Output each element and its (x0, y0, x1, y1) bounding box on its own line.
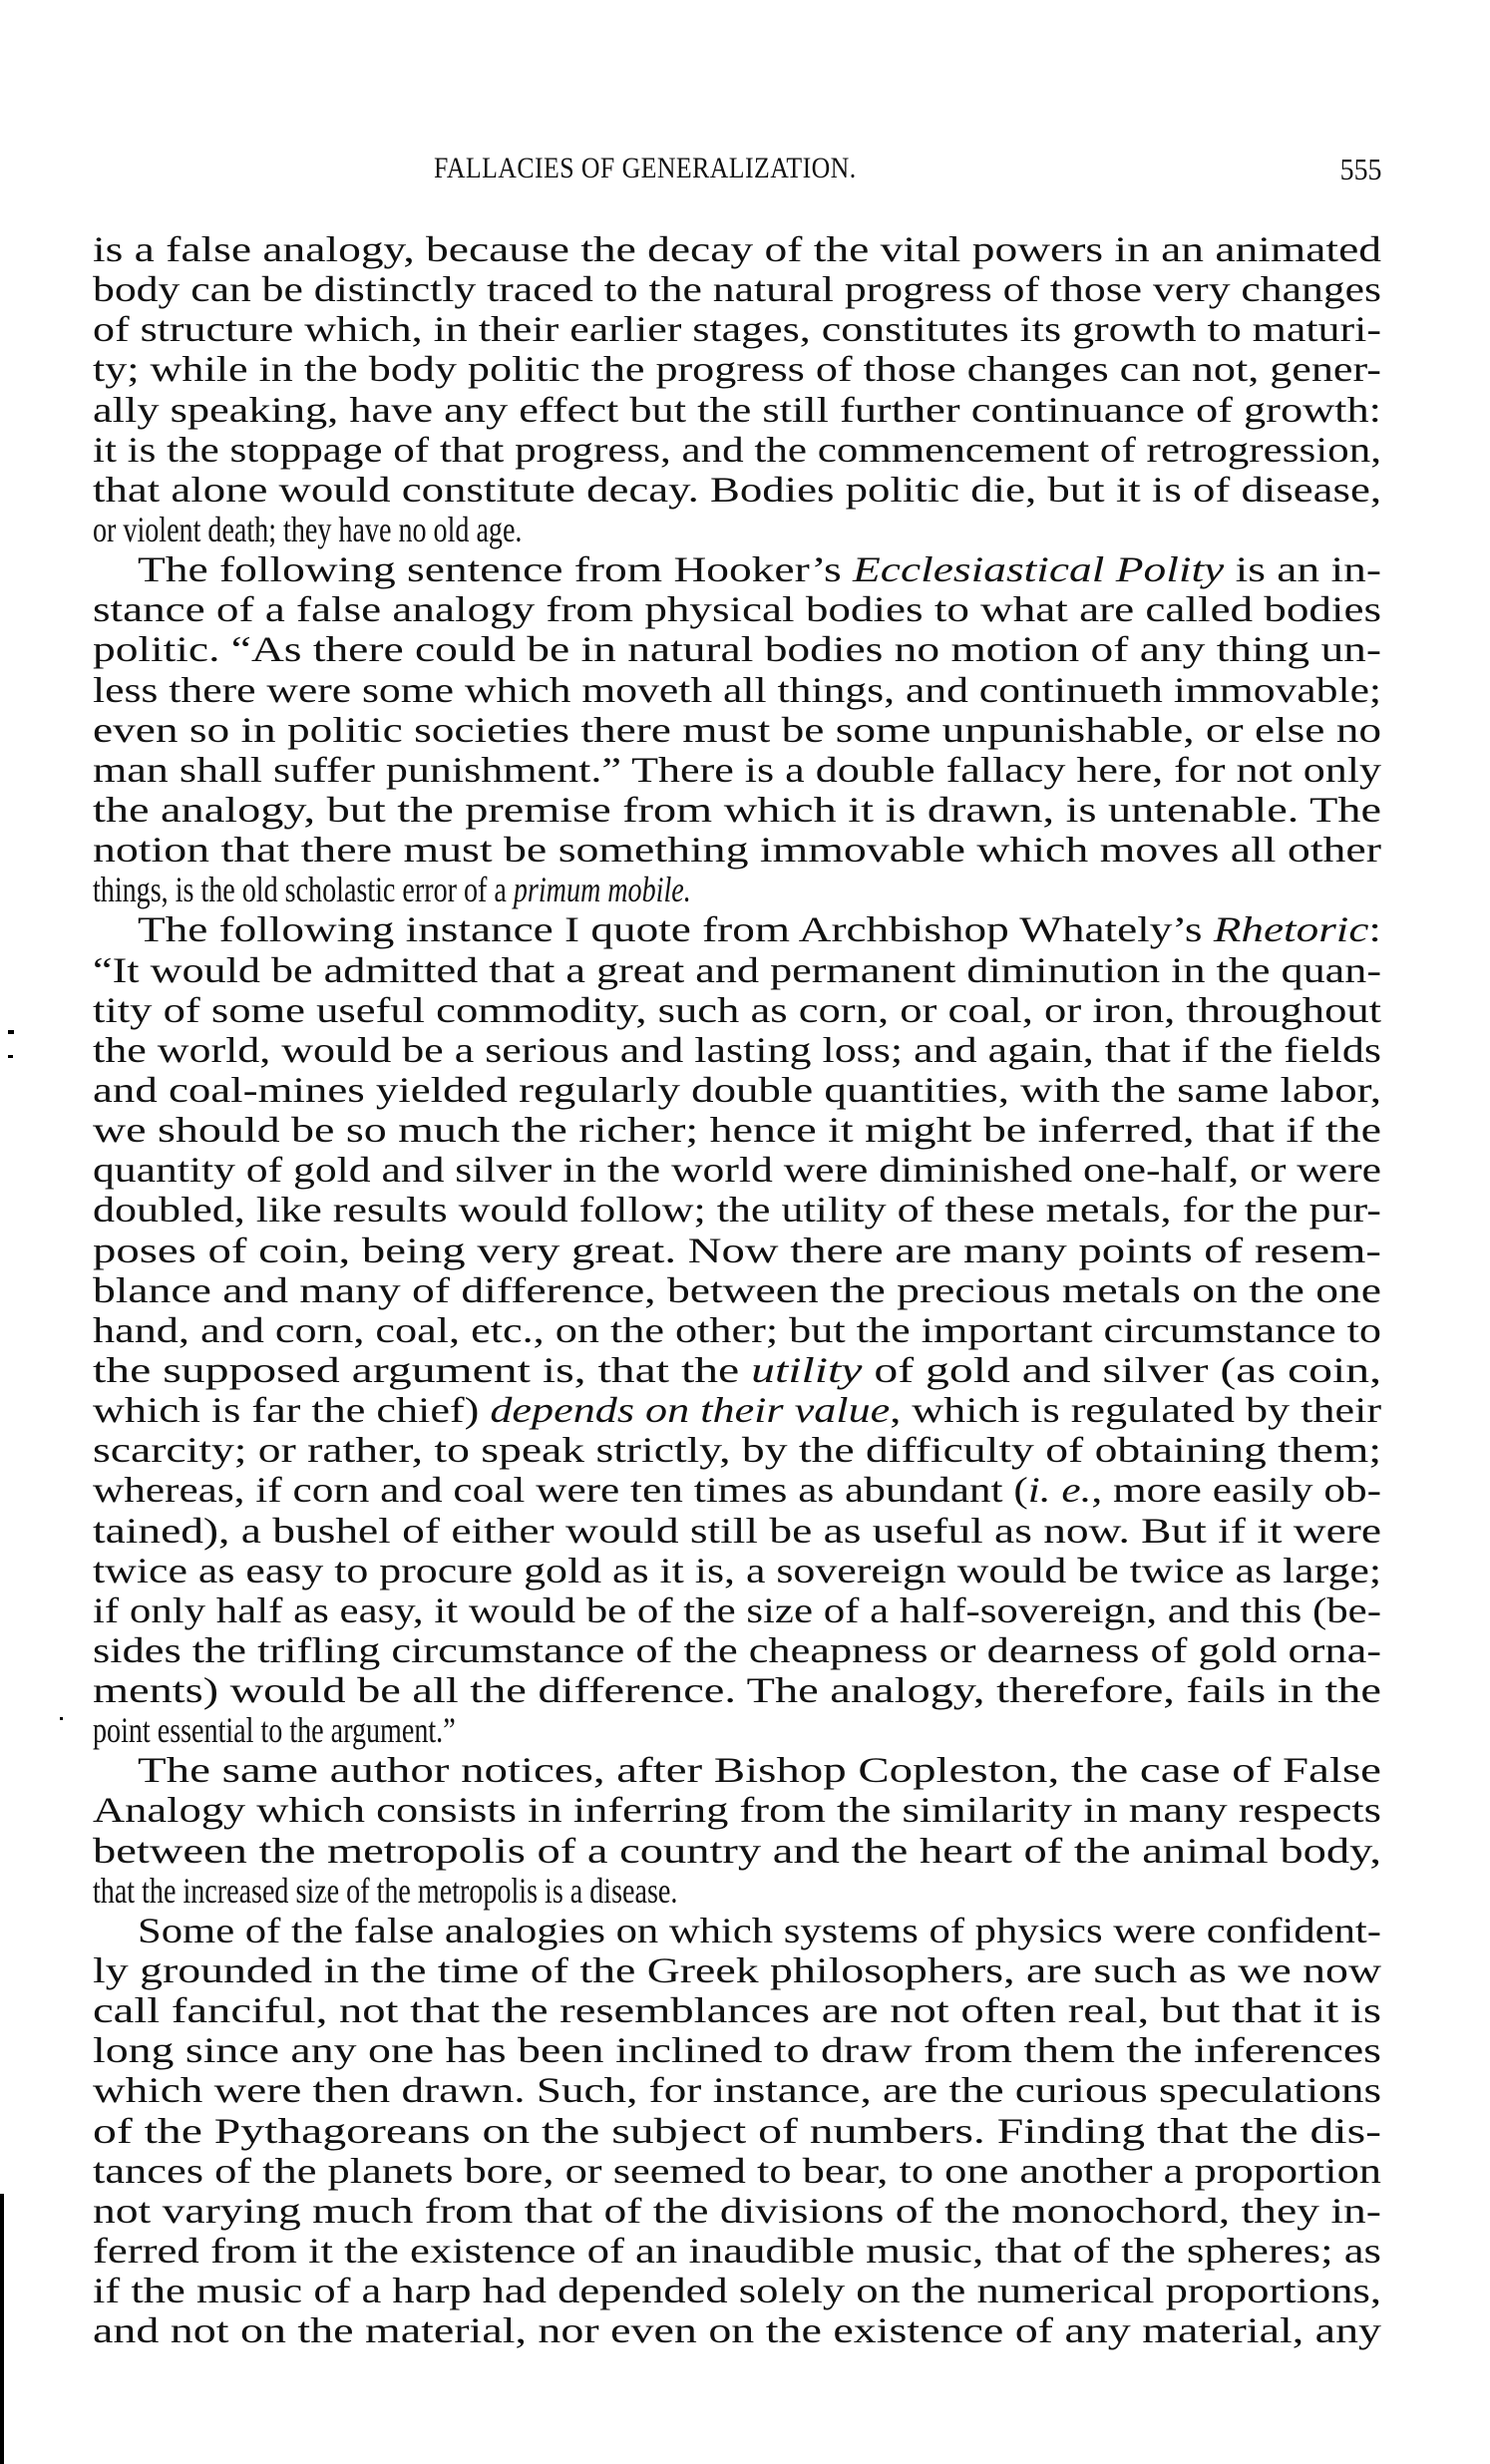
line-text: which is far the chief) depends on their value, which is regulated by their (93, 1390, 1382, 1431)
text-line (93, 589, 1381, 629)
line-text: The same author notices, after Bishop Copleston, the case of False (138, 1750, 1381, 1791)
line-text: The following sentence from Hooker’s Ecclesiastical Polity is an in- (138, 549, 1381, 590)
scan-mark (8, 1055, 13, 1058)
line-text: quantity of gold and silver in the world were diminished one-half, or were (93, 1150, 1382, 1191)
body-text (93, 229, 1381, 2350)
line-text: of structure which, in their earlier stages, constitutes its growth to maturi- (93, 309, 1381, 350)
text-line (93, 1110, 1381, 1150)
scan-mark (8, 1030, 14, 1034)
text-line (93, 950, 1381, 990)
line-text: body can be distinctly traced to the natural progress of those very changes (93, 269, 1382, 310)
line-text: we should be so much the richer; hence it might be inferred, that if the (93, 1110, 1381, 1151)
scan-edge-line (0, 2194, 4, 2464)
line-text: between the metropolis of a country and the heart of the animal body, (93, 1830, 1382, 1871)
line-text: tained), a bushel of either would still be as useful as now. But if it were (93, 1510, 1382, 1551)
line-text: is a false analogy, because the decay of the vital powers in an animated (93, 229, 1381, 269)
text-line (93, 1190, 1381, 1230)
text-line (93, 1990, 1381, 2030)
text-line (93, 1590, 1381, 1630)
line-text: call fanciful, not that the resemblances are not often real, but that it is (93, 1990, 1382, 2031)
text-line (93, 2151, 1381, 2191)
text-line (93, 990, 1381, 1030)
line-text: The following instance I quote from Archbishop Whately’s Rhetoric: (138, 909, 1381, 950)
text-line (93, 1871, 1381, 1911)
text-line (93, 670, 1381, 710)
text-line (93, 1511, 1381, 1551)
line-text: scarcity; or rather, to speak strictly, by the difficulty of obtaining them; (93, 1430, 1382, 1471)
line-text: tity of some useful commodity, such as corn, or coal, or iron, throughout (93, 989, 1382, 1030)
line-text: hand, and corn, coal, etc., on the other; but the important circumstance to (93, 1309, 1382, 1350)
text-line (93, 1070, 1381, 1110)
text-line (93, 2111, 1381, 2151)
line-text: point essential to the argument.” (93, 1710, 456, 1751)
line-text: less there were some which moveth all things, and continueth immovable; (93, 669, 1382, 710)
text-line (93, 830, 1381, 870)
line-text: politic. “As there could be in natural bodies no motion of any thing un- (93, 629, 1382, 670)
line-text: if the music of a harp had depended solely on the numerical proportions, (93, 2271, 1381, 2311)
line-text: the world, would be a serious and lasting loss; and again, that if the fields (93, 1029, 1381, 1070)
line-text: doubled, like results would follow; the utility of these metals, for the pur- (93, 1190, 1381, 1231)
text-line (93, 390, 1381, 430)
line-text: long since any one has been inclined to draw from them the inferences (93, 2030, 1382, 2071)
text-line (93, 1310, 1381, 1350)
line-text: things, is the old scholastic error of a primum mobile. (93, 870, 691, 910)
line-text: not varying much from that of the divisions of the monochord, they in- (93, 2190, 1381, 2231)
line-text: if only half as easy, it would be of the size of a half-sovereign, and this (be- (93, 1589, 1381, 1630)
text-line (93, 1270, 1381, 1310)
line-text: the supposed argument is, that the utility of gold and silver (as coin, (93, 1349, 1382, 1390)
line-text: it is the stoppage of that progress, and the commencement of retrogression, (93, 429, 1381, 470)
text-line (93, 629, 1381, 669)
line-text: notion that there must be something immovable which moves all other (93, 830, 1382, 871)
text-line (93, 1630, 1381, 1670)
line-text: which were then drawn. Such, for instance, are the curious speculations (93, 2070, 1382, 2111)
text-line (93, 1831, 1381, 1871)
running-title: FALLACIES OF GENERALIZATION. (434, 152, 857, 184)
page-number: 555 (1339, 152, 1381, 186)
line-text: ments) would be all the difference. The analogy, therefore, fails in the (93, 1670, 1382, 1711)
line-text: man shall suffer punishment.” There is a double fallacy here, for not only (93, 749, 1382, 790)
line-text: even so in politic societies there must be some unpunishable, or else no (93, 709, 1381, 750)
text-line (93, 1390, 1381, 1430)
line-text: poses of coin, being very great. Now there are many points of resem- (93, 1230, 1382, 1270)
text-line (93, 349, 1381, 389)
text-line (93, 1430, 1381, 1470)
text-line (93, 750, 1381, 790)
text-line (93, 1790, 1381, 1830)
text-line (93, 309, 1381, 349)
line-text: stance of a false analogy from physical bodies to what are called bodies (93, 589, 1382, 630)
line-text: ty; while in the body politic the progress of those changes can not, gener- (93, 349, 1381, 390)
line-text: Some of the false analogies on which systems of physics were confident- (138, 1910, 1381, 1950)
paragraph-first-line (93, 1750, 1381, 1790)
text-line (93, 870, 1381, 909)
running-head (93, 152, 1381, 191)
line-text: ally speaking, have any effect but the still further continuance of growth: (93, 389, 1381, 430)
text-line (93, 470, 1381, 510)
text-line (93, 229, 1381, 269)
line-text: sides the trifling circumstance of the cheapness or dearness of gold orna- (93, 1629, 1382, 1670)
text-line (93, 1150, 1381, 1190)
paragraph-first-line (93, 1911, 1381, 1950)
line-text: and not on the material, nor even on the existence of any material, any (93, 2310, 1382, 2351)
line-text: blance and many of difference, between the precious metals on the one (93, 1269, 1381, 1310)
text-line (93, 1470, 1381, 1510)
line-text: that alone would constitute decay. Bodies politic die, but it is of disease, (93, 469, 1382, 510)
text-line (93, 1231, 1381, 1270)
text-line (93, 2271, 1381, 2310)
line-text: ferred from it the existence of an inaudible music, that of the spheres; as (93, 2231, 1381, 2272)
text-line (93, 2030, 1381, 2070)
line-text: whereas, if corn and coal were ten times as abundant (i. e., more easily ob- (93, 1470, 1382, 1511)
line-text: and coal-mines yielded regularly double quantities, with the same labor, (93, 1069, 1381, 1110)
text-line (93, 2231, 1381, 2271)
line-text: “It would be admitted that a great and permanent diminution in the quan- (93, 949, 1382, 990)
scan-mark (60, 1717, 63, 1720)
line-text: tances of the planets bore, or seemed to bear, to one another a proportion (93, 2150, 1382, 2191)
text-line (93, 1710, 1381, 1750)
line-text: of the Pythagoreans on the subject of numbers. Finding that the dis- (93, 2110, 1382, 2151)
text-line (93, 710, 1381, 750)
text-line (93, 2310, 1381, 2350)
text-line (93, 2191, 1381, 2231)
text-line (93, 1350, 1381, 1390)
line-text: ly grounded in the time of the Greek philosophers, are such as we now (93, 1950, 1382, 1991)
line-text: Analogy which consists in inferring from the similarity in many respects (93, 1790, 1381, 1831)
text-line (93, 790, 1381, 830)
text-line (93, 1950, 1381, 1990)
text-line (93, 510, 1381, 549)
line-text: or violent death; they have no old age. (93, 509, 523, 549)
text-line (93, 430, 1381, 470)
line-text: that the increased size of the metropolis is a disease. (93, 1870, 678, 1911)
line-text: twice as easy to procure gold as it is, a sovereign would be twice as large; (93, 1550, 1381, 1590)
text-line (93, 1551, 1381, 1590)
paragraph-first-line (93, 909, 1381, 949)
text-line (93, 1030, 1381, 1070)
text-line (93, 1670, 1381, 1710)
line-text: the analogy, but the premise from which it is drawn, is untenable. The (93, 789, 1381, 830)
text-line (93, 269, 1381, 309)
text-line (93, 2070, 1381, 2110)
paragraph-first-line (93, 549, 1381, 589)
